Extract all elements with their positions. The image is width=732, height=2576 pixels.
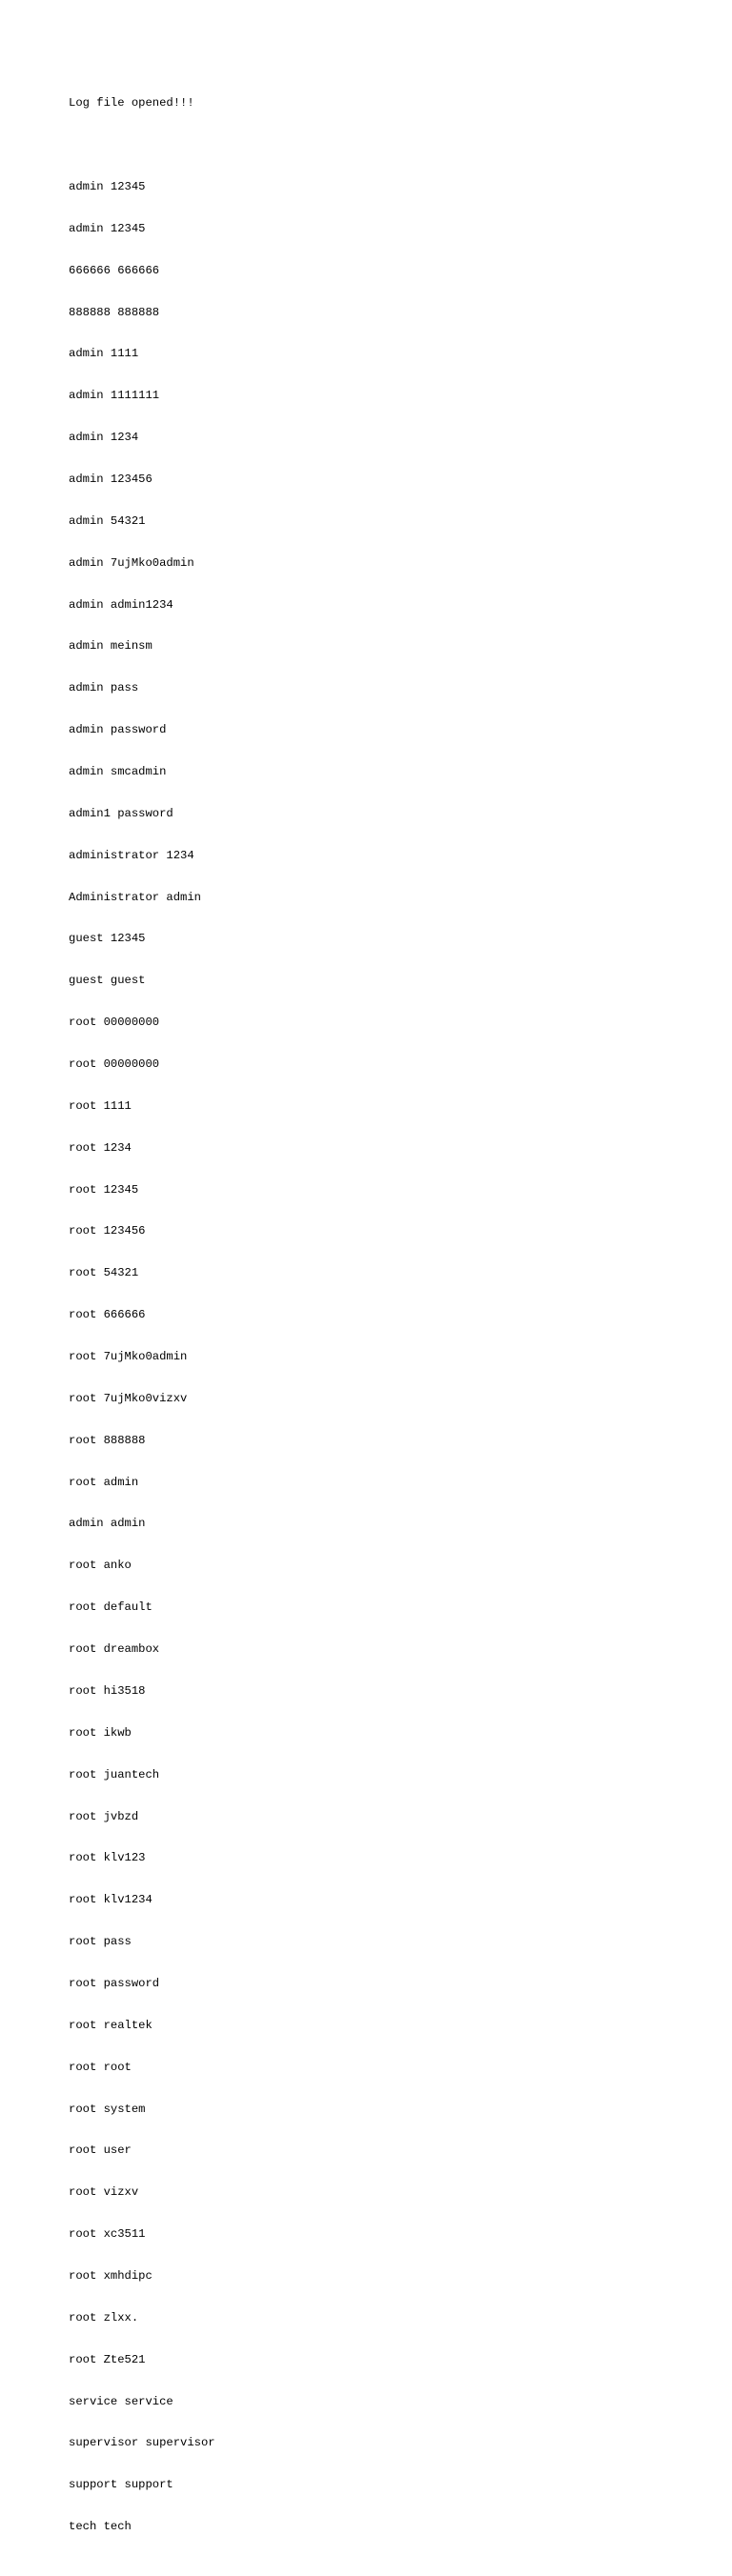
log-line: root realtek xyxy=(69,2018,152,2032)
log-line: admin 12345 xyxy=(69,221,146,235)
log-line: root 123456 xyxy=(69,1224,146,1238)
log-line: admin 7ujMko0admin xyxy=(69,555,194,570)
log-line: root 00000000 xyxy=(69,1057,160,1072)
log-line: root 7ujMko0admin xyxy=(69,1350,188,1364)
log-line: administrator 1234 xyxy=(69,848,194,862)
log-line: root jvbzd xyxy=(69,1809,139,1823)
log-line: admin pass xyxy=(69,681,139,695)
log-line: root user xyxy=(69,2143,132,2158)
log-line: root 1234 xyxy=(69,1140,132,1155)
log-header: Log file opened!!! xyxy=(69,96,194,111)
log-line: root 12345 xyxy=(69,1182,139,1197)
log-line: root xmhdipc xyxy=(69,2268,152,2283)
log-line: Administrator admin xyxy=(69,890,201,904)
log-line: root root xyxy=(69,2060,132,2074)
log-line: root 888888 xyxy=(69,1433,146,1447)
log-lines xyxy=(69,152,660,2562)
log-line: admin1 password xyxy=(69,806,173,820)
log-line: admin 123456 xyxy=(69,473,152,486)
log-line: root Zte521 xyxy=(69,2352,146,2366)
log-line: admin 1111 xyxy=(69,347,139,361)
log-line: support support xyxy=(69,2478,173,2492)
log-line: admin admin xyxy=(69,1517,146,1531)
log-line: root xc3511 xyxy=(69,2227,146,2242)
log-line: root zlxx. xyxy=(69,2310,139,2324)
log-line: admin 12345 xyxy=(69,179,146,193)
log-line: root juantech xyxy=(69,1767,160,1781)
log-line: root pass xyxy=(69,1935,132,1949)
log-line: 888888 888888 xyxy=(69,305,160,319)
log-line: root password xyxy=(69,1976,160,1990)
log-line: root 1111 xyxy=(69,1098,132,1113)
log-line: admin password xyxy=(69,723,167,737)
log-document xyxy=(69,69,660,2576)
log-line: root 666666 xyxy=(69,1308,146,1322)
log-line: root 54321 xyxy=(69,1266,139,1280)
log-line: root vizxv xyxy=(69,2185,139,2200)
log-line: root default xyxy=(69,1600,152,1615)
log-line: admin smcadmin xyxy=(69,765,167,779)
log-line: root anko xyxy=(69,1559,132,1573)
log-line: 666666 666666 xyxy=(69,263,160,277)
log-line: root 00000000 xyxy=(69,1016,160,1030)
log-line: admin 1234 xyxy=(69,431,139,445)
log-line: admin 54321 xyxy=(69,513,146,528)
log-line: root admin xyxy=(69,1475,139,1489)
log-line: supervisor supervisor xyxy=(69,2436,215,2450)
log-line: root dreambox xyxy=(69,1642,160,1657)
log-line: root ikwb xyxy=(69,1725,132,1740)
log-line: root 7ujMko0vizxv xyxy=(69,1391,188,1405)
log-line: root klv123 xyxy=(69,1851,146,1865)
log-line: guest guest xyxy=(69,974,146,988)
log-line: guest 12345 xyxy=(69,932,146,946)
log-line: admin admin1234 xyxy=(69,597,173,612)
log-line: admin meinsm xyxy=(69,639,152,654)
log-line: root system xyxy=(69,2102,146,2116)
log-line: root hi3518 xyxy=(69,1683,146,1698)
log-line: admin 1111111 xyxy=(69,389,160,403)
log-line: root klv1234 xyxy=(69,1893,152,1907)
log-line: tech tech xyxy=(69,2520,132,2534)
log-line: service service xyxy=(69,2394,173,2408)
